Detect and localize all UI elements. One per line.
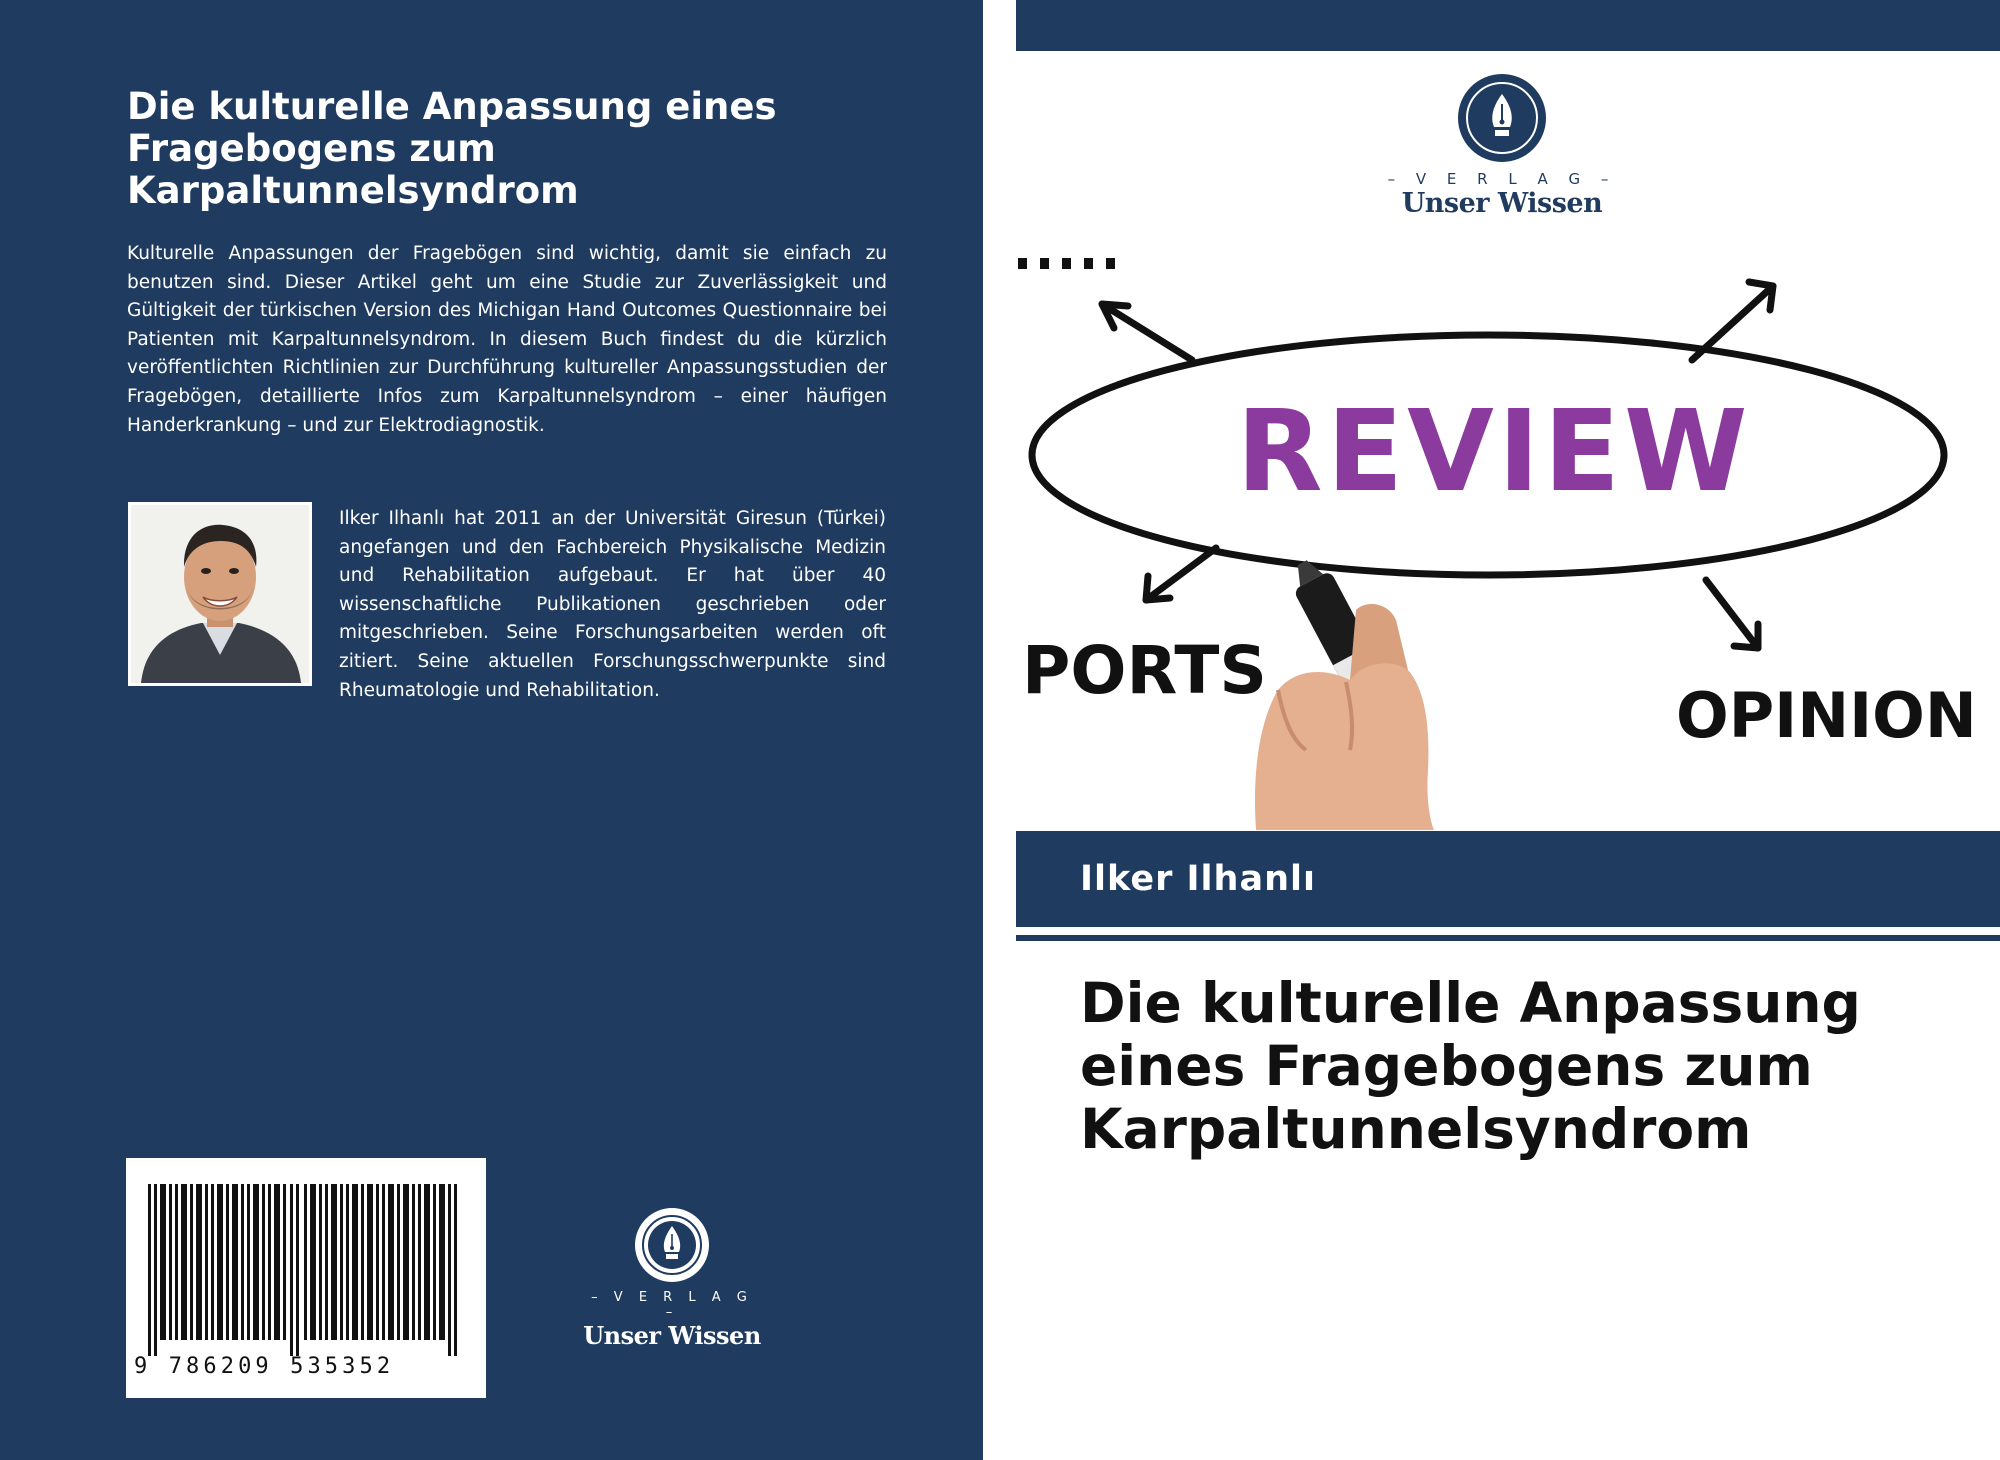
- illustration-center-word: REVIEW: [1236, 387, 1752, 517]
- front-publisher-verlag: – V E R L A G –: [1387, 170, 1617, 188]
- author-bio: Ilker Ilhanlı hat 2011 an der Universität Giresun (Türkei) angefangen und den Fachbereich Physikalische Medizin und Rehabilitation aufgebaut. Er hat über 40 wissenschaftliche Publikationen geschrieben oder mitgeschrieben. Seine Forschungsarbeiten werden oft zitiert. Seine aktuellen Forschungsschwerpunkte sind Rheumatologie und Rehabilitation.: [339, 508, 886, 701]
- barcode-bars: [148, 1184, 464, 1356]
- back-cover: [0, 0, 983, 1460]
- back-cover-title: Die kulturelle Anpassung eines Fragebogens zum Karpaltunnelsyndrom: [127, 85, 777, 212]
- back-publisher-logo: [582, 1206, 762, 1350]
- review-illustration: [1016, 250, 2000, 830]
- divider-line: [1016, 935, 2000, 941]
- author-photo: [128, 502, 312, 686]
- front-cover: [1016, 0, 2000, 1460]
- back-publisher-verlag: – V E R L A G –: [591, 1290, 753, 1320]
- back-cover-blurb: Kulturelle Anpassungen der Fragebögen sind wichtig, damit sie einfach zu benutzen sind. Dieser Artikel geht um eine Studie zur Zuverlässigkeit und Gültigkeit der türkischen Version des Michigan Hand Outcomes Questionnaire bei Patienten mit Karpaltunnelsyndrom. In diesem Buch findest du die kürzlich veröffentlichten Richtlinien zur Durchführung kultureller Anpassungsstudien der Fragebögen, detaillierte Infos zum Karpaltunnelsyndrom – einer häufigen Handerkrankung – und zur Elektrodiagnostik.: [127, 243, 887, 436]
- front-cover-title: Die kulturelle Anpassung eines Fragebogens zum Karpaltunnelsyndrom: [1080, 971, 1861, 1161]
- spine: [983, 0, 1016, 1460]
- back-publisher-name: Unser Wissen: [583, 1321, 761, 1350]
- front-publisher-name: Unser Wissen: [1401, 188, 1603, 219]
- fountain-pen-nib-icon: [633, 1206, 711, 1284]
- front-publisher-logo: [1382, 72, 1622, 219]
- fountain-pen-nib-icon: [1456, 72, 1548, 164]
- barcode: [126, 1158, 486, 1398]
- front-top-bar: [1016, 0, 2000, 51]
- author-band: [1016, 831, 2000, 927]
- illustration-right-word: OPINION: [1676, 679, 1977, 752]
- author-name: Ilker Ilhanlı: [1080, 859, 1317, 899]
- illustration-left-word: PORTS: [1022, 632, 1267, 709]
- isbn-digits: 9 786209 535352: [134, 1354, 395, 1379]
